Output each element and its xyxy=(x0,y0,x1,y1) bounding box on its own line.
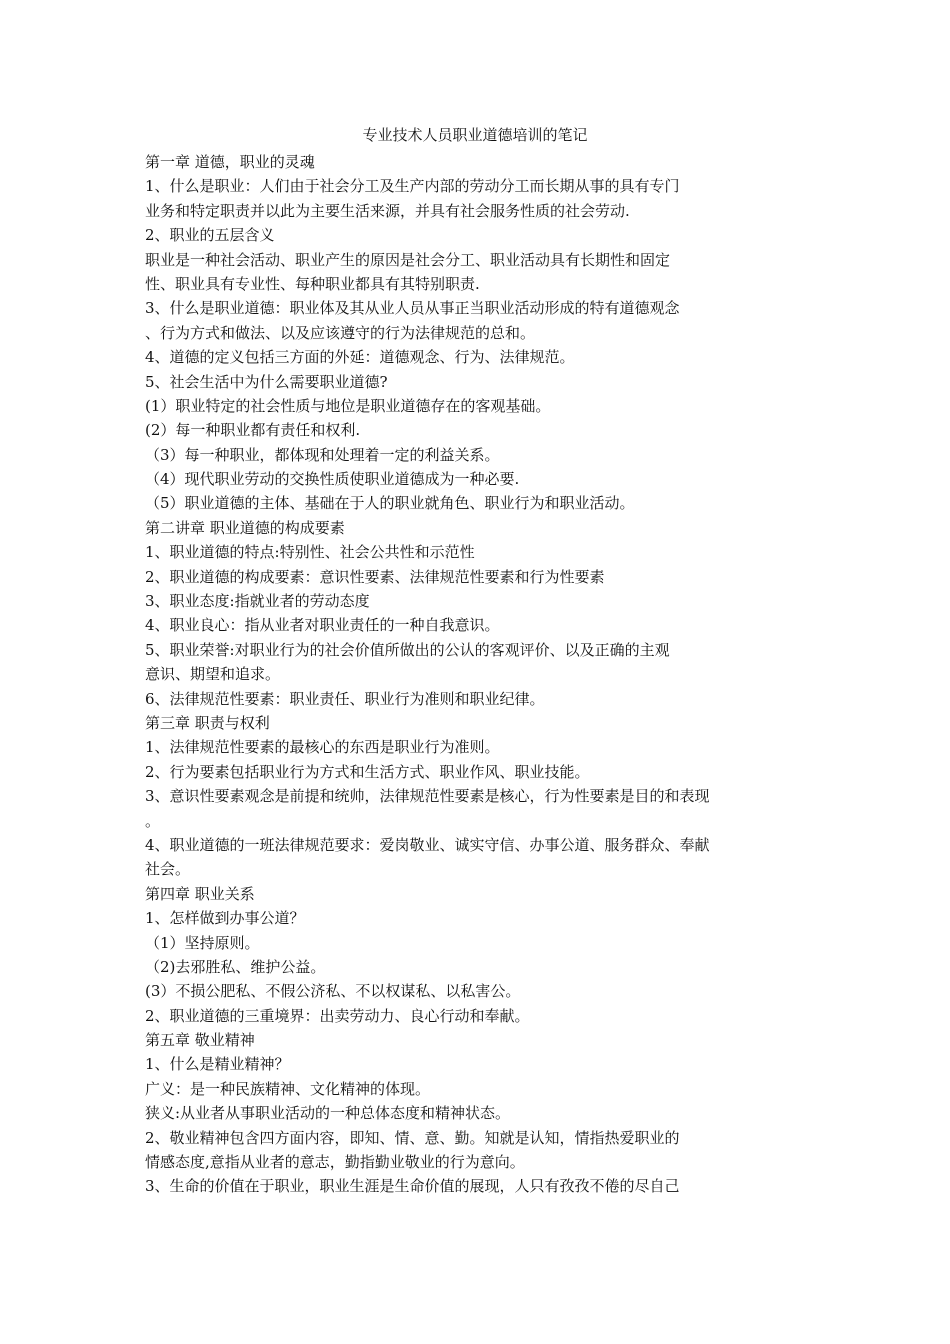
text-line: 广义：是一种民族精神、文化精神的体现。 xyxy=(145,1079,431,1098)
text-line: 2、职业道德的构成要素：意识性要素、法律规范性要素和行为性要素 xyxy=(145,567,605,586)
text-line: 情感态度,意指从业者的意志，勤指勤业敬业的行为意向。 xyxy=(145,1153,525,1172)
text-line: 5、社会生活中为什么需要职业道德? xyxy=(145,372,388,391)
text-line: 1、怎样做到办事公道？ xyxy=(145,909,305,928)
text-line: (1）职业特定的社会性质与地位是职业道德存在的客观基础。 xyxy=(145,396,551,415)
text-line: (3）不损公肥私、不假公济私、不以权谋私、以私害公。 xyxy=(145,982,521,1001)
text-line: 第三章 职责与权利 xyxy=(145,713,270,732)
text-line: 第四章 职业关系 xyxy=(145,884,255,903)
text-line: 。 xyxy=(145,811,161,830)
document-title: 专业技术人员职业道德培训的笔记 xyxy=(362,126,588,144)
text-line: 1、职业道德的特点:特别性、社会公共性和示范性 xyxy=(145,543,475,562)
text-line: 性、职业具有专业性、每种职业都具有其特别职责. xyxy=(145,274,480,293)
text-line: 意识、期望和追求。 xyxy=(145,665,281,684)
text-line: （2)去邪胜私、维护公益。 xyxy=(145,957,326,976)
text-line: 4、职业道德的一班法律规范要求：爱岗敬业、诚实守信、办事公道、服务群众、奉献 xyxy=(145,835,710,854)
text-line: 1、什么是精业精神？ xyxy=(145,1055,290,1074)
text-line: 第五章 敬业精神 xyxy=(145,1031,255,1050)
text-line: 2、职业的五层含义 xyxy=(145,226,275,245)
text-line: 4、职业良心：指从业者对职业责任的一种自我意识。 xyxy=(145,616,500,635)
text-line: （1）坚持原则。 xyxy=(145,933,260,952)
text-line: 3、生命的价值在于职业，职业生涯是生命价值的展现，人只有孜孜不倦的尽自己 xyxy=(145,1177,680,1196)
text-line: 第一章 道德，职业的灵魂 xyxy=(145,153,315,171)
text-line: 社会。 xyxy=(145,860,191,879)
text-line: 4、道德的定义包括三方面的外延：道德观念、行为、法律规范。 xyxy=(145,348,575,367)
text-line: 3、职业态度:指就业者的劳动态度 xyxy=(145,592,370,611)
text-line: 业务和特定职责并以此为主要生活来源，并具有社会服务性质的社会劳动. xyxy=(145,201,630,220)
text-line: （3）每一种职业，都体现和处理着一定的利益关系。 xyxy=(145,445,500,464)
text-line: 2、敬业精神包含四方面内容，即知、情、意、勤。知就是认知，情指热爱职业的 xyxy=(145,1128,680,1147)
text-line: 狭义:从业者从事职业活动的一种总体态度和精神状态。 xyxy=(145,1104,511,1123)
text-line: 、行为方式和做法、以及应该遵守的行为法律规范的总和。 xyxy=(145,323,536,342)
document-body xyxy=(145,150,805,1199)
text-line: 2、行为要素包括职业行为方式和生活方式、职业作风、职业技能。 xyxy=(145,762,590,781)
text-line: 3、什么是职业道德：职业体及其从业人员从事正当职业活动形成的特有道德观念 xyxy=(145,299,680,318)
text-line: 3、意识性要素观念是前提和统帅，法律规范性要素是核心，行为性要素是目的和表现 xyxy=(145,787,710,806)
text-line: （4）现代职业劳动的交换性质使职业道德成为一种必要. xyxy=(145,470,520,489)
text-line: 1、法律规范性要素的最核心的东西是职业行为准则。 xyxy=(145,738,500,757)
text-line: 5、职业荣誉:对职业行为的社会价值所做出的公认的客观评价、以及正确的主观 xyxy=(145,640,670,659)
text-line: 职业是一种社会活动、职业产生的原因是社会分工、职业活动具有长期性和固定 xyxy=(145,250,671,269)
text-line: 1、什么是职业：人们由于社会分工及生产内部的劳动分工而长期从事的具有专门 xyxy=(145,177,680,196)
text-line: （5）职业道德的主体、基础在于人的职业就角色、职业行为和职业活动。 xyxy=(145,494,635,513)
text-line: 6、法律规范性要素：职业责任、职业行为准则和职业纪律。 xyxy=(145,689,545,708)
text-line: 第二讲章 职业道德的构成要素 xyxy=(145,518,345,537)
text-line: (2）每一种职业都有责任和权利. xyxy=(145,421,361,440)
text-line: 2、职业道德的三重境界：出卖劳动力、良心行动和奉献。 xyxy=(145,1006,530,1025)
